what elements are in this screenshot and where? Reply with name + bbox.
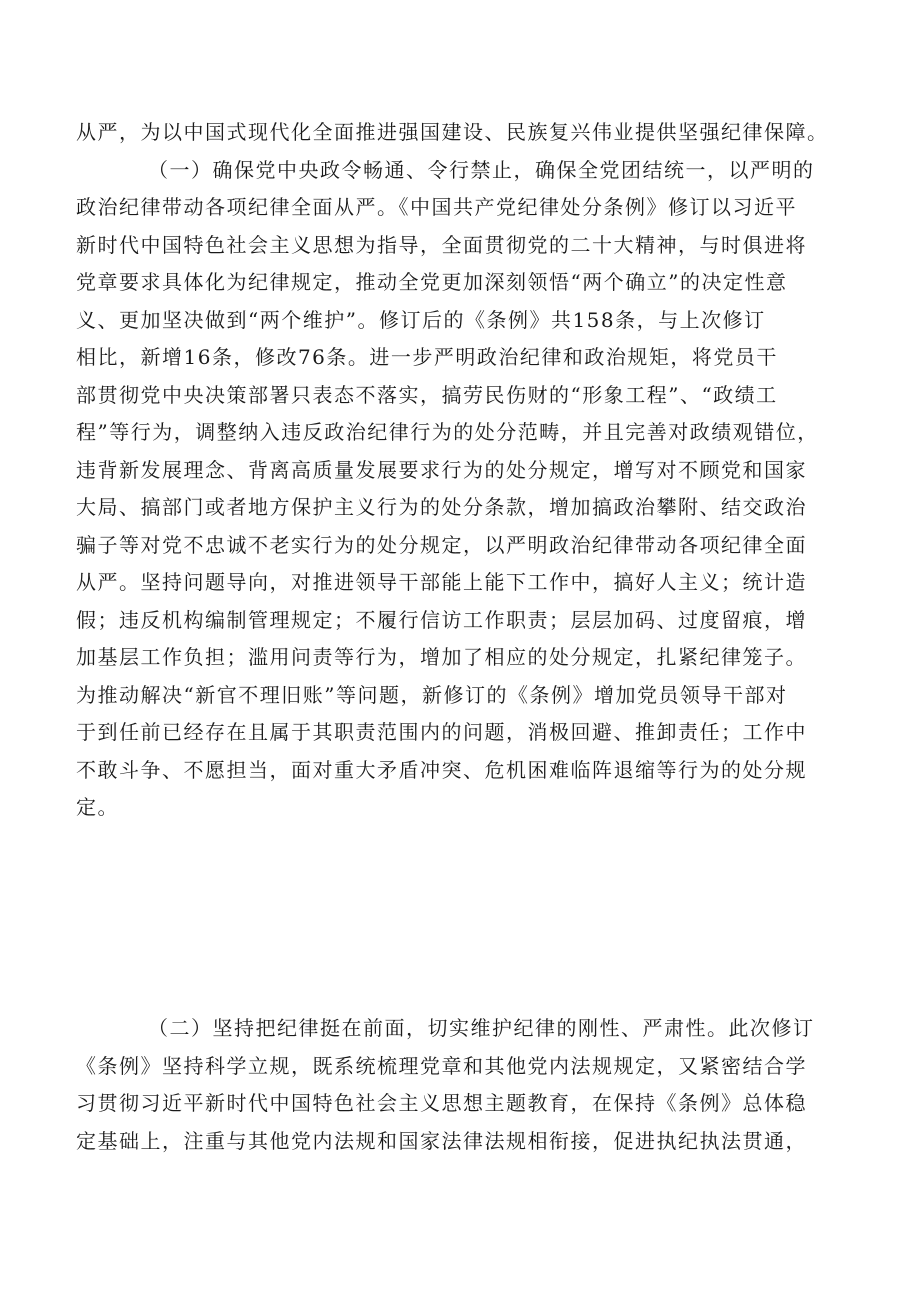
paragraph-1-line: （一）确保党中央政令畅通、令行禁止，确保全党团结统一，以严明的 [148,157,815,182]
paragraph-1-line: 于到任前已经存在且属于其职责范围内的问题，消极回避、推卸责任；工作中 [76,720,807,744]
paragraph-intro-line: 从严，为以中国式现代化全面推进强国建设、民族复兴伟业提供坚强纪律保障。 [76,120,829,144]
paragraph-1-line: 义、更加坚决做到“两个维护”。修订后的《条例》共158条，与上次修订 [76,307,766,332]
paragraph-1-line: 加基层工作负担；滥用问责等行为，增加了相应的处分规定，扎紧纪律笼子。 [76,645,807,669]
paragraph-1-line: 新时代中国特色社会主义思想为指导，全面贯彻党的二十大精神，与时俱进将 [76,232,807,257]
paragraph-1-line: 党章要求具体化为纪律规定，推动全党更加深刻领悟“两个确立”的决定性意 [76,270,788,294]
paragraph-1-line: 不敢斗争、不愿担当，面对重大矛盾冲突、危机困难临阵退缩等行为的处分规 [76,757,807,782]
paragraph-1-line: 部贯彻党中央决策部署只表态不落实，搞劳民伤财的“形象工程”、“政绩工 [76,382,778,407]
paragraph-1-line: 相比，新增16条，修改76条。进一步严明政治纪律和政治规矩，将党员干 [76,345,778,369]
paragraph-2-line: 定基础上，注重与其他党内法规和国家法律法规相衔接，促进执纪执法贯通， [76,1128,807,1153]
document-body-upper [76,114,854,827]
paragraph-1-line: 政治纪律带动各项纪律全面从严。《中国共产党纪律处分条例》修订以习近平 [76,195,797,219]
paragraph-1-line: 定。 [76,795,119,819]
paragraph-2-line: 《条例》坚持科学立规，既系统梳理党章和其他党内法规规定，又紧密结合学 [76,1053,807,1078]
paragraph-1-line: 大局、搞部门或者地方保护主义行为的处分条款，增加搞政治攀附、结交政治 [76,495,807,519]
paragraph-1-line: 从严。坚持问题导向，对推进领导干部能上能下工作中，搞好人主义；统计造 [76,570,807,594]
document-body-lower [76,1010,854,1160]
paragraph-1-line: 为推动解决“新官不理旧账”等问题，新修订的《条例》增加党员领导干部对 [76,682,788,707]
paragraph-1-line: 骗子等对党不忠诚不老实行为的处分规定，以严明政治纪律带动各项纪律全面 [76,532,807,557]
paragraph-2-line: （二）坚持把纪律挺在前面，切实维护纪律的刚性、严肃性。此次修订 [148,1016,815,1040]
paragraph-1-line: 程”等行为，调整纳入违反政治纪律行为的处分范畴，并且完善对政绩观错位， [76,420,819,444]
paragraph-1-line: 假；违反机构编制管理规定；不履行信访工作职责；层层加码、过度留痕，增 [76,607,807,632]
paragraph-1-line: 违背新发展理念、背离高质量发展要求行为的处分规定，增写对不顾党和国家 [76,457,807,482]
paragraph-2-line: 习贯彻习近平新时代中国特色社会主义思想主题教育，在保持《条例》总体稳 [76,1091,807,1115]
